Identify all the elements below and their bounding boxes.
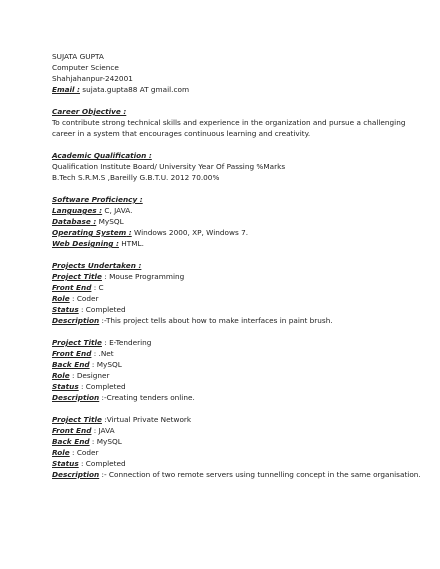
project-field-value: :-Creating tenders online.	[99, 393, 195, 402]
project-field-label: Front End	[52, 426, 92, 435]
project-3-title	[52, 414, 412, 425]
project-field-label: Status	[52, 459, 79, 468]
project-field-label: Back End	[52, 437, 90, 446]
project-field-value: : E-Tendering	[101, 338, 152, 347]
software-label: Operating System	[52, 228, 127, 237]
software-value: MySQL	[96, 217, 124, 226]
project-field-value: : Completed	[78, 459, 126, 468]
project-field-label: Status	[52, 382, 79, 391]
spacer	[52, 183, 412, 194]
project-3-back-end	[52, 436, 412, 447]
software-label: Web Designing	[52, 239, 114, 248]
project-3-role	[52, 447, 412, 458]
project-2-status	[52, 381, 412, 392]
software-item-operating-system	[52, 227, 412, 238]
software-value: C, JAVA.	[102, 206, 133, 215]
project-field-label: Description	[52, 316, 100, 325]
software-label: Languages	[52, 206, 97, 215]
software-item-web-designing	[52, 238, 412, 249]
spacer	[52, 326, 412, 337]
project-field-label: Role	[52, 294, 70, 303]
resume-content	[52, 51, 421, 480]
project-1-status	[52, 304, 412, 315]
software-heading	[52, 194, 412, 205]
academic-heading	[52, 150, 412, 161]
project-field-value: : Mouse Programming	[101, 272, 185, 281]
software-sep: :	[126, 228, 132, 237]
spacer	[52, 249, 412, 260]
academic-row: B.Tech S.R.M.S ,Bareilly G.B.T.U. 2012 70.00%	[52, 173, 220, 182]
project-field-label: Project Title	[52, 338, 102, 347]
spacer	[52, 403, 412, 414]
software-sep: :	[113, 239, 119, 248]
project-field-value: : Coder	[69, 448, 99, 457]
candidate-address: Shahjahanpur-242001	[52, 74, 133, 83]
software-sep: :	[90, 217, 97, 226]
email-label: Email :	[52, 85, 80, 94]
project-field-value: : Designer	[69, 371, 110, 380]
project-field-value: : MySQL	[89, 360, 122, 369]
project-field-value: : JAVA	[91, 426, 115, 435]
project-1-title	[52, 271, 412, 282]
career-objective-heading	[52, 106, 412, 117]
project-field-value: : Completed	[78, 382, 126, 391]
software-heading-text: Software Proficiency :	[52, 195, 143, 204]
software-sep: :	[96, 206, 103, 215]
software-value: Windows 2000, XP, Windows 7.	[131, 228, 249, 237]
career-objective-heading-text: Career Objective :	[52, 107, 127, 116]
project-3-status	[52, 458, 412, 469]
project-field-value: :- Connection of two remote servers using tunnelling concept in the same organisation.	[99, 470, 421, 479]
spacer	[52, 139, 412, 150]
project-field-label: Project Title	[52, 272, 102, 281]
project-field-label: Front End	[52, 349, 92, 358]
project-2-description	[52, 392, 412, 403]
project-2-role	[52, 370, 412, 381]
project-3-description	[52, 469, 421, 480]
spacer	[52, 95, 412, 106]
project-3-front-end	[52, 425, 412, 436]
project-field-label: Description	[52, 393, 100, 402]
project-1-front-end	[52, 282, 412, 293]
project-field-value: : .Net	[91, 349, 114, 358]
candidate-email-line	[52, 84, 412, 95]
project-field-label: Role	[52, 448, 70, 457]
project-field-label: Back End	[52, 360, 90, 369]
project-2-back-end	[52, 359, 412, 370]
project-field-value: : Completed	[78, 305, 126, 314]
projects-heading	[52, 260, 412, 271]
candidate-name: SUJATA GUPTA	[52, 52, 104, 61]
project-1-role	[52, 293, 412, 304]
project-field-label: Front End	[52, 283, 92, 292]
project-field-label: Status	[52, 305, 79, 314]
projects-heading-text: Projects Undertaken :	[52, 261, 142, 270]
software-item-database	[52, 216, 412, 227]
project-field-value: :-This project tells about how to make interfaces in paint brush.	[99, 316, 333, 325]
project-field-value: : MySQL	[89, 437, 122, 446]
project-2-title	[52, 337, 412, 348]
academic-heading-text: Academic Qualification :	[52, 151, 152, 160]
project-field-label: Role	[52, 371, 70, 380]
project-field-value: : C	[91, 283, 104, 292]
project-field-label: Description	[52, 470, 100, 479]
software-value: HTML.	[118, 239, 144, 248]
project-field-label: Project Title	[52, 415, 102, 424]
project-field-value: : Coder	[69, 294, 99, 303]
software-label: Database	[52, 217, 91, 226]
email-value: sujata.gupta88 AT gmail.com	[79, 85, 190, 94]
project-field-value: :Virtual Private Network	[101, 415, 192, 424]
project-2-front-end	[52, 348, 412, 359]
software-item-languages	[52, 205, 412, 216]
project-1-description	[52, 315, 412, 326]
career-objective-text: To contribute strong technical skills and experience in the organization and pursue a challenging career in a system that encourages continuous learning and creativity.	[52, 118, 406, 138]
academic-columns: Qualification Institute Board/ University Year Of Passing %Marks	[52, 162, 286, 171]
candidate-branch: Computer Science	[52, 63, 119, 72]
